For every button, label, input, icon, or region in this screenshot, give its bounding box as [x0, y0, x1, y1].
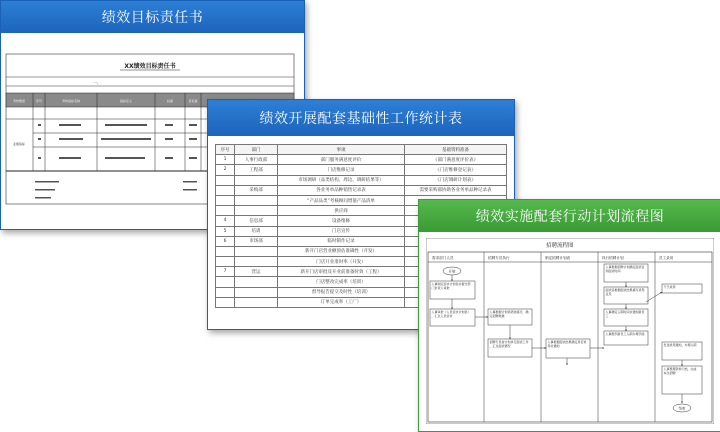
table-row — [216, 185, 507, 195]
table-cell — [235, 175, 278, 185]
table-cell: 临时制作记录 — [278, 236, 405, 246]
svg-text:考核维度: 考核维度 — [12, 99, 26, 103]
table-cell: 4 — [216, 216, 235, 226]
table-cell: 新开门店营业额预估准确性（开发） — [278, 246, 405, 256]
recruitment-flowchart-preview — [426, 238, 714, 424]
card3-title: 绩效实施配套行动计划流程图 — [419, 200, 720, 232]
table-cell: 各业务单品种销售记录表 — [278, 185, 405, 195]
flow-step-text: 人事根据招聘计划确定面试官和面试时间 — [605, 265, 645, 273]
col-department: 部门 — [235, 145, 278, 155]
table-cell — [235, 257, 278, 267]
svg-text:员工录用: 员工录用 — [659, 256, 674, 260]
table-cell: 7 — [216, 267, 235, 277]
table-cell: 1 — [216, 155, 235, 165]
svg-text:制定招聘计划表: 制定招聘计划表 — [545, 256, 571, 260]
table-cell: 新开门店审批及开业前准备时效（工程） — [278, 267, 405, 277]
table-cell: 门店整改完成率（培训） — [278, 277, 405, 287]
table-cell: 《门店调研计划表》 — [405, 175, 507, 185]
svg-text:序号: 序号 — [35, 99, 43, 103]
card-action-plan-flowchart[interactable] — [418, 199, 720, 432]
table-cell — [216, 277, 235, 287]
col-item: 事项 — [278, 145, 405, 155]
table-cell: 《门店维修登记表》 — [405, 165, 507, 175]
table-cell — [235, 195, 278, 205]
table-cell: 信息部 — [235, 216, 278, 226]
table-cell: “产品品类”考核顾问增值产品清单 — [278, 195, 405, 205]
table-cell: 订单完成率（工厂） — [278, 297, 405, 307]
table-cell — [235, 287, 278, 297]
flow-step-text: 人事根据计划表筛选简历，确定招聘渠道 — [489, 310, 529, 318]
table-header-row — [216, 145, 507, 155]
table-cell — [216, 257, 235, 267]
table-cell: 2 — [216, 165, 235, 175]
table-cell: 督导报告提交及时性（培训） — [278, 287, 405, 297]
table-cell: 培训 — [235, 226, 278, 236]
table-cell: 市场调研（品类结构、周边、调研结果等） — [278, 175, 405, 185]
flow-step-text: 不予录用 — [663, 285, 676, 290]
table-cell: 市场部 — [235, 236, 278, 246]
table-cell: 人事行政部 — [235, 155, 278, 165]
table-cell: 部门服务满意度评价 — [278, 155, 405, 165]
table-cell: 6 — [216, 236, 235, 246]
table-cell: 《部门满意度评价表》 — [405, 155, 507, 165]
flow-step-text: 面试官根据面试结果填写录用意见 — [605, 288, 645, 296]
svg-text:开始: 开始 — [448, 269, 456, 274]
flow-step-text: 人事整理资料归档，完成本次招聘 — [663, 367, 697, 375]
flow-step-text: 人事组织新员工入职办理手续 — [605, 332, 645, 337]
svg-text:考核指标名称: 考核指标名称 — [61, 99, 81, 103]
col-index: 序号 — [216, 145, 235, 155]
flow-step-text: 人事审批（人员需求计划表），汇总人员需求 — [431, 310, 471, 318]
card1-title: 绩效目标责任书 — [1, 1, 304, 33]
table-cell — [235, 246, 278, 256]
table-cell — [235, 297, 278, 307]
svg-text:需求部门人员: 需求部门人员 — [432, 256, 454, 260]
table-cell — [235, 206, 278, 216]
table-cell: 门店维修记录 — [278, 165, 405, 175]
table-cell: 营运 — [235, 267, 278, 277]
svg-text:结束: 结束 — [678, 406, 686, 411]
table-cell — [216, 175, 235, 185]
table-cell: 工程部 — [235, 165, 278, 175]
table-cell — [216, 195, 235, 205]
svg-text:执行招聘计划: 执行招聘计划 — [602, 256, 624, 260]
doc-section-label: 一、 — [93, 80, 101, 85]
table-cell: 设备维修 — [278, 216, 405, 226]
table-cell: 门店宣传 — [278, 226, 405, 236]
table-cell: 门店开业准时率（开发） — [278, 257, 405, 267]
table-cell — [216, 206, 235, 216]
table-cell: 需要采购部协助各业务单品种记录表 — [405, 185, 507, 195]
svg-text:招聘专员执行: 招聘专员执行 — [488, 256, 510, 260]
table-row — [216, 165, 507, 175]
table-row — [216, 175, 507, 185]
svg-text:目标值: 目标值 — [188, 99, 198, 103]
svg-text:指标定义: 指标定义 — [119, 99, 133, 103]
table-cell — [216, 246, 235, 256]
svg-text:权重: 权重 — [166, 99, 174, 103]
table-cell — [216, 287, 235, 297]
table-cell: 采购部 — [235, 185, 278, 195]
flow-step-text: 人事根据面试结果确定是否录用并通知 — [547, 340, 587, 348]
flow-title: 招聘流程图 — [546, 243, 574, 249]
flow-step-text: 发送录用通知，办理入职 — [663, 343, 697, 348]
table-cell: 5 — [216, 226, 235, 236]
card2-title: 绩效开展配套基础性工作统计表 — [208, 100, 514, 136]
table-cell — [235, 277, 278, 287]
table-row — [216, 155, 507, 165]
flow-step-text: 人事确定入职时间并通知新员工 — [605, 310, 645, 318]
flow-step-text: 人事制定需求计划表并提交部门负责人审批 — [431, 282, 471, 290]
doc-title: XX绩效目标责任书 — [124, 63, 176, 70]
table-cell: 供应商 — [278, 206, 405, 216]
col-materials: 基础资料准备 — [405, 145, 507, 155]
flow-step-text: 招聘专员按计划执行面试工作，汇总面试情况 — [489, 340, 529, 348]
table-cell — [216, 185, 235, 195]
doc-row-label: 业绩指标 — [12, 142, 26, 146]
table-cell — [216, 297, 235, 307]
